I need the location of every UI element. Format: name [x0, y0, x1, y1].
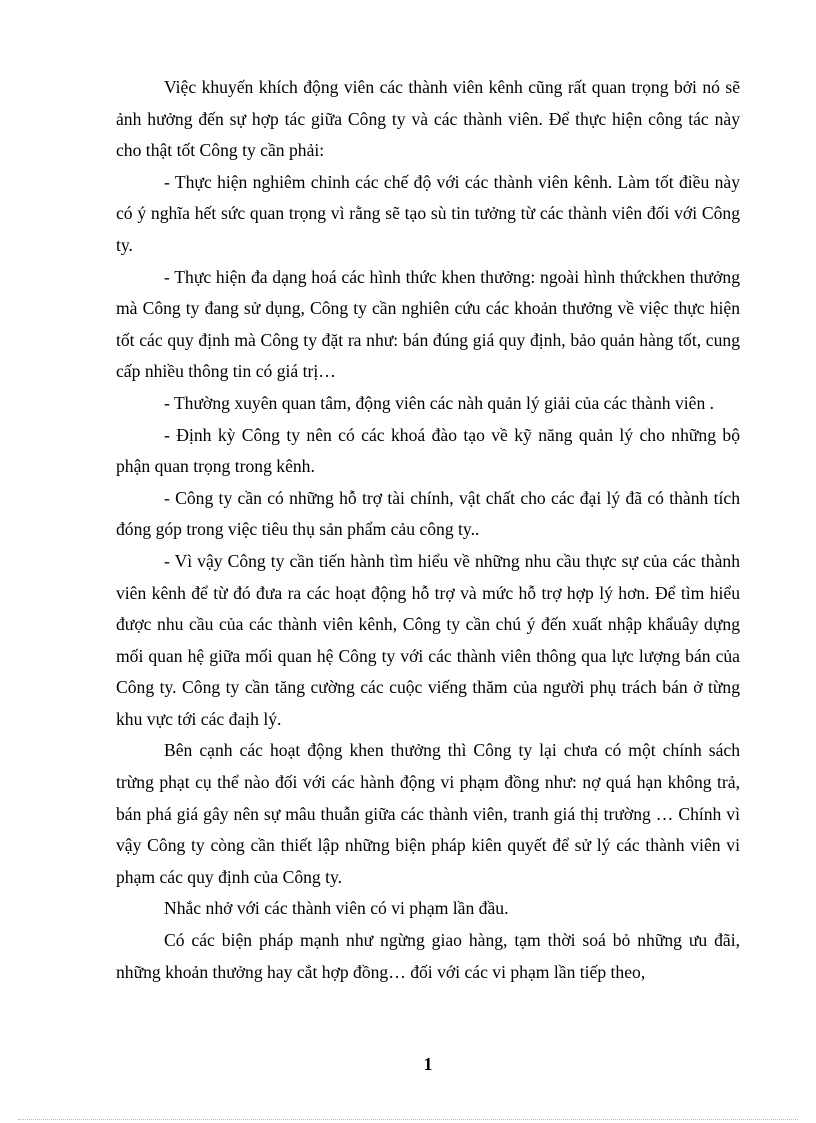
paragraph-penalties: Bên cạnh các hoạt động khen thưởng thì Công ty lại chưa có một chính sách trừng phạt cụ thể nào đối với các hành động vi phạm đồng như: nợ quá hạn không trả, bán phá giá gây nên sự mâu thuẫn giữa các thành viên, tranh giá thị trường … Chính vì vậy Công ty còng cần thiết lập những biện pháp kiên quyết để sử lý các thành viên vi phạm các quy định của Công ty.	[116, 740, 740, 887]
paragraph-bullet-policies: - Thực hiện nghiêm chỉnh các chế độ với các thành viên kênh. Làm tốt điều này có ý nghĩa hết sức quan trọng vì rằng sẽ tạo sù tin tưởng từ các thành viên đối với Công ty.	[116, 171, 740, 255]
paragraph-bullet-rewards: - Thực hiện đa dạng hoá các hình thức khen thưởng: ngoài hình thứckhen thưởng mà Công ty đang sử dụng, Công ty cần nghiên cứu các khoản thưởng về việc thực hiện tốt các quy định mà Công ty đặt ra như: bán đúng giá quy định, bảo quản hàng tốt, cung cấp nhiều thông tin có giá trị…	[116, 266, 740, 382]
paragraph-bullet-support: - Công ty cần có những hỗ trợ tài chính, vật chất cho các đại lý đã có thành tích đóng góp trong việc tiêu thụ sản phẩm cảu công ty..	[116, 487, 740, 540]
body-text	[116, 72, 740, 988]
paragraph-bullet-training: - Định kỳ Công ty nên có các khoá đào tạo về kỹ năng quản lý cho những bộ phận quan trọng trong kênh.	[116, 424, 740, 477]
paragraph-bullet-attention: - Thường xuyên quan tâm, động viên các nàh quản lý giải của các thành viên .	[164, 392, 715, 413]
paragraph-strong-measures: Có các biện pháp mạnh như ngừng giao hàng, tạm thời soá bỏ những ưu đãi, những khoản thưởng hay cắt hợp đồng… đối với các vi phạm lần tiếp theo,	[116, 930, 740, 982]
paragraph-intro: Việc khuyến khích động viên các thành viên kênh cũng rất quan trọng bởi nó sẽ ảnh hưởng đến sự hợp tác giữa Công ty và các thành viên. Để thực hiện công tác này cho thật tốt Công ty cần phải:	[116, 77, 740, 161]
paragraph-bullet-needs: - Vì vậy Công ty cần tiến hành tìm hiểu về những nhu cầu thực sự của các thành viên kênh để từ đó đưa ra các hoạt động hỗ trợ và mức hỗ trợ hợp lý hơn. Để tìm hiểu được nhu cầu của các thành viên kênh, Công ty cần chú ý đến xuất nhập khẩuây dựng mối quan hệ giữa mối quan hệ Công ty với các thành viên thông qua lực lượng bán của Công ty. Công ty cần tăng cường các cuộc viếng thăm của người phụ trách bán ở từng khu vực tới các đaịh lý.	[116, 550, 740, 729]
paragraph-reminder: Nhắc nhở với các thành viên có vi phạm lần đầu.	[164, 898, 509, 919]
page-number: 1	[423, 1054, 433, 1074]
page-bottom-divider	[18, 1119, 798, 1120]
